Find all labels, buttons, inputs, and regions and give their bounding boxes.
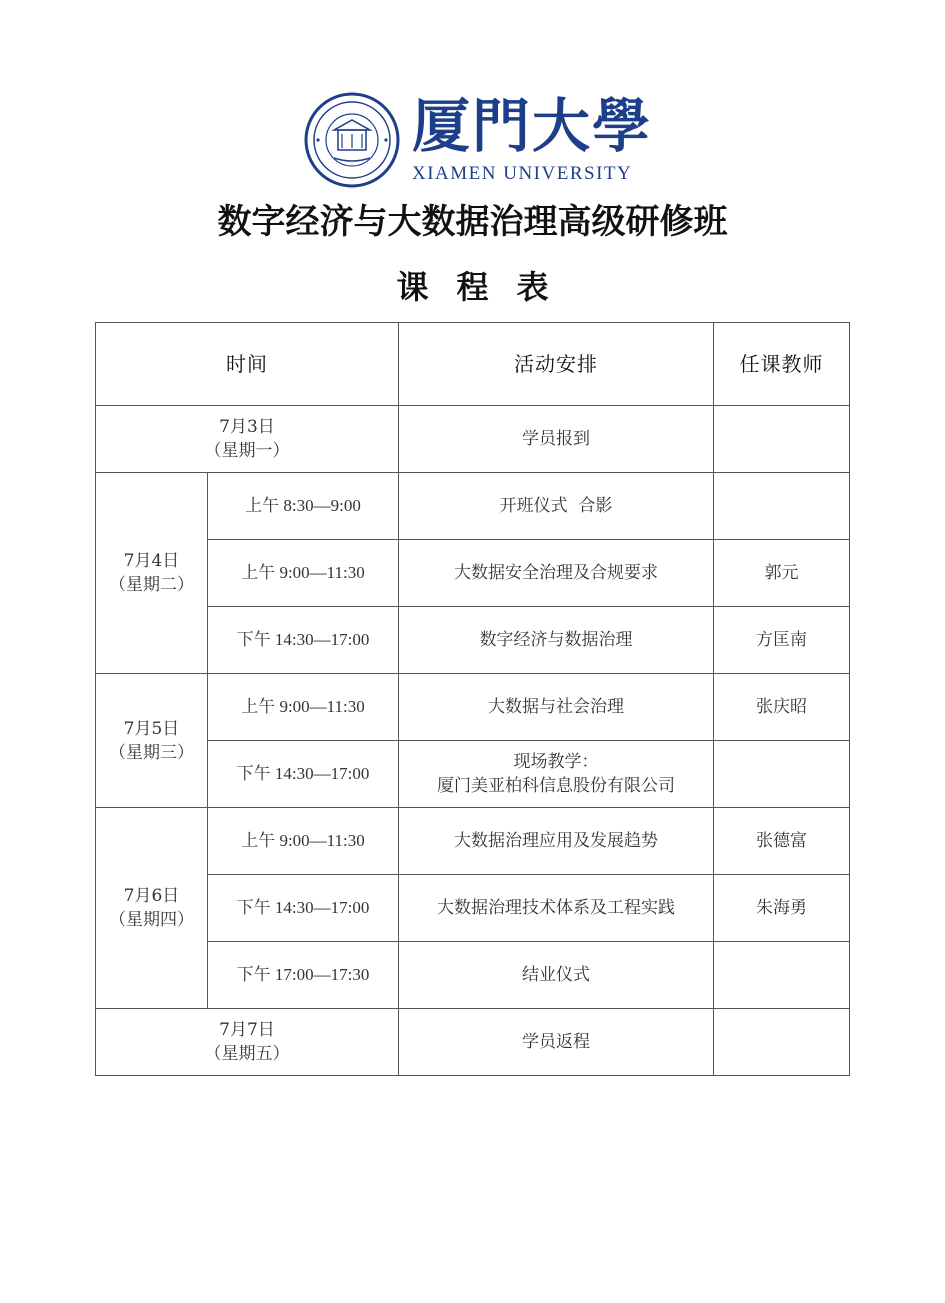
- table-row: [96, 1009, 850, 1076]
- table-header-row: [96, 323, 850, 406]
- university-name-english: XIAMEN UNIVERSITY: [412, 163, 633, 184]
- university-seal-icon: [304, 92, 400, 188]
- table-row: [96, 875, 850, 942]
- activity-cell: 大数据与社会治理: [399, 674, 714, 741]
- date: 7月5日: [123, 718, 180, 739]
- date-cell: [96, 808, 208, 1009]
- time-cell: 下午 14:30—17:00: [208, 607, 399, 674]
- activity-cell: 开班仪式 合影: [399, 473, 714, 540]
- teacher-cell: 郭元: [714, 540, 850, 607]
- table-row: [96, 406, 850, 473]
- header-time: 时间: [96, 323, 399, 406]
- time-cell: 上午 9:00—11:30: [208, 808, 399, 875]
- header-teacher: 任课教师: [714, 323, 850, 406]
- time-cell: 下午 14:30—17:00: [208, 741, 399, 808]
- date: 7月4日: [123, 551, 180, 571]
- teacher-cell: [714, 406, 850, 473]
- schedule-table: [95, 322, 850, 1076]
- activity-cell: 大数据安全治理及合规要求: [399, 540, 714, 607]
- activity-cell: 学员返程: [399, 1009, 714, 1076]
- table-row: [96, 473, 850, 540]
- table-row: [96, 808, 850, 875]
- date-cell: [96, 674, 208, 808]
- activity-cell: 结业仪式: [399, 942, 714, 1009]
- date: 7月3日: [219, 417, 275, 437]
- weekday: （星期一）: [204, 441, 290, 461]
- weekday: （星期四）: [109, 910, 194, 930]
- activity-line: 现场教学：: [513, 752, 599, 772]
- activity-cell: 大数据治理技术体系及工程实践: [399, 875, 714, 942]
- teacher-cell: [714, 942, 850, 1009]
- teacher-cell: 方匡南: [714, 607, 850, 674]
- header: [0, 90, 945, 190]
- weekday: （星期三）: [109, 742, 194, 763]
- activity-line: 厦门美亚柏科信息股份有限公司: [437, 776, 675, 796]
- time-cell: 上午 8:30—9:00: [208, 473, 399, 540]
- activity-cell: 数字经济与数据治理: [399, 607, 714, 674]
- table-row: [96, 942, 850, 1009]
- university-name-chinese: 厦門大學: [412, 92, 653, 160]
- teacher-cell: 张庆昭: [714, 674, 850, 741]
- teacher-cell: [714, 741, 850, 808]
- teacher-cell: [714, 473, 850, 540]
- time-cell: 下午 17:00—17:30: [208, 942, 399, 1009]
- activity-cell: 大数据治理应用及发展趋势: [399, 808, 714, 875]
- table-row: [96, 741, 850, 808]
- page-title: 数字经济与大数据治理高级研修班: [217, 202, 728, 242]
- activity-cell: [399, 741, 714, 808]
- teacher-cell: 张德富: [714, 808, 850, 875]
- teacher-cell: [714, 1009, 850, 1076]
- date-cell: [96, 473, 208, 674]
- activity-cell: 学员报到: [399, 406, 714, 473]
- page-subtitle: 课程表: [396, 268, 577, 306]
- table-row: [96, 607, 850, 674]
- time-cell: 上午 9:00—11:30: [208, 674, 399, 741]
- header-activity: 活动安排: [399, 323, 714, 406]
- teacher-cell: 朱海勇: [714, 875, 850, 942]
- time-cell: 上午 9:00—11:30: [208, 540, 399, 607]
- table-row: [96, 674, 850, 741]
- date: 7月7日: [219, 1020, 275, 1040]
- table-row: [96, 540, 850, 607]
- date-cell: [96, 406, 399, 473]
- date: 7月6日: [123, 886, 180, 906]
- weekday: （星期五）: [204, 1044, 290, 1064]
- time-cell: 下午 14:30—17:00: [208, 875, 399, 942]
- date-cell: [96, 1009, 399, 1076]
- weekday: （星期二）: [109, 575, 194, 595]
